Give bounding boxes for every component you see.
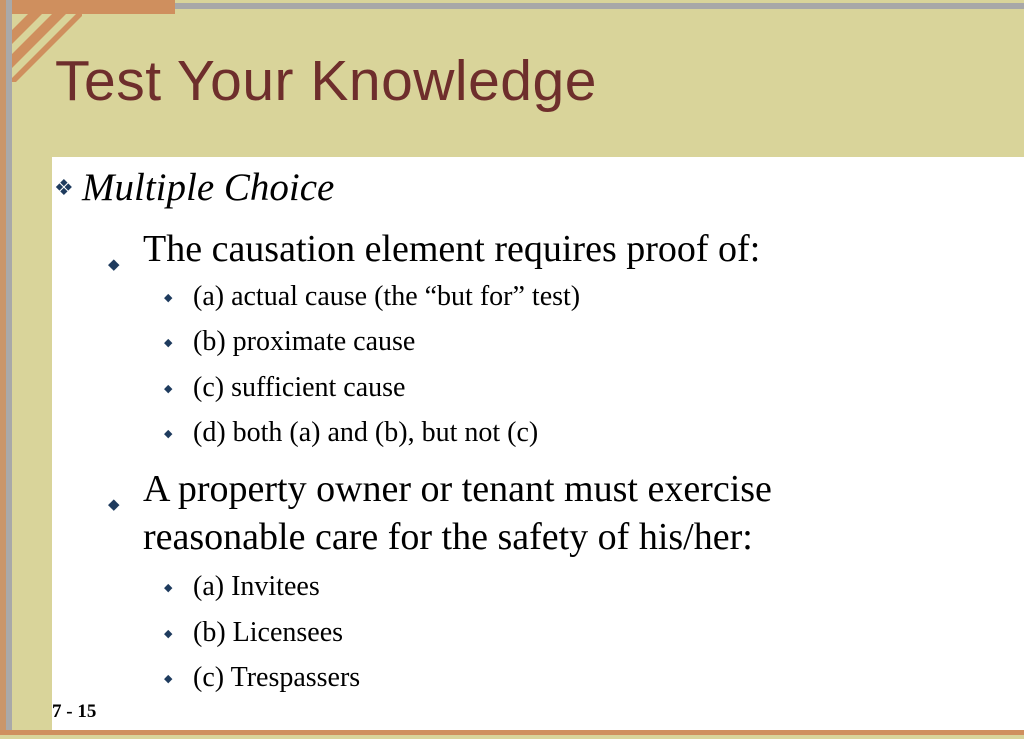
small-diamond-bullet-icon: ◆ <box>164 382 173 395</box>
question-2-option: ◆ (c) Trespassers <box>164 662 361 693</box>
question-1-option: ◆ (a) actual cause (the “but for” test) <box>164 281 581 312</box>
small-diamond-bullet-icon: ◆ <box>164 427 173 440</box>
slide-title: Test Your Knowledge <box>55 49 597 113</box>
diamond-bullet-icon: ◆ <box>108 497 120 513</box>
small-diamond-bullet-icon: ◆ <box>164 672 173 685</box>
question-2-option: ◆ (b) Licensees <box>164 617 344 648</box>
question-1 <box>108 225 760 289</box>
slide-number: 7 - 15 <box>52 701 97 722</box>
small-diamond-bullet-icon: ◆ <box>164 336 173 349</box>
small-diamond-bullet-icon: ◆ <box>164 581 173 594</box>
question-1-prompt: The causation element requires proof of: <box>143 228 761 270</box>
left-frame-bar <box>0 0 12 739</box>
small-diamond-bullet-icon: ◆ <box>164 627 173 640</box>
diamond-bullet-icon: ◆ <box>108 257 120 273</box>
question-1-option: ◆ (b) proximate cause <box>164 326 416 357</box>
question-2 <box>108 465 772 561</box>
diamond-bullet-icon: ❖ <box>54 174 74 200</box>
question-2-prompt: A property owner or tenant must exercise reasonable care for the safety of his/her: <box>143 468 772 558</box>
section-heading <box>52 165 334 210</box>
top-divider-bar <box>175 3 1024 9</box>
slide-content <box>52 157 1024 730</box>
bottom-accent-bar <box>0 730 1024 739</box>
question-1-option: ◆ (d) both (a) and (b), but not (c) <box>164 417 539 448</box>
section-heading-text: Multiple Choice <box>82 166 335 209</box>
small-diamond-bullet-icon: ◆ <box>164 291 173 304</box>
question-2-option: ◆ (a) Invitees <box>164 571 320 602</box>
question-1-option: ◆ (c) sufficient cause <box>164 372 406 403</box>
